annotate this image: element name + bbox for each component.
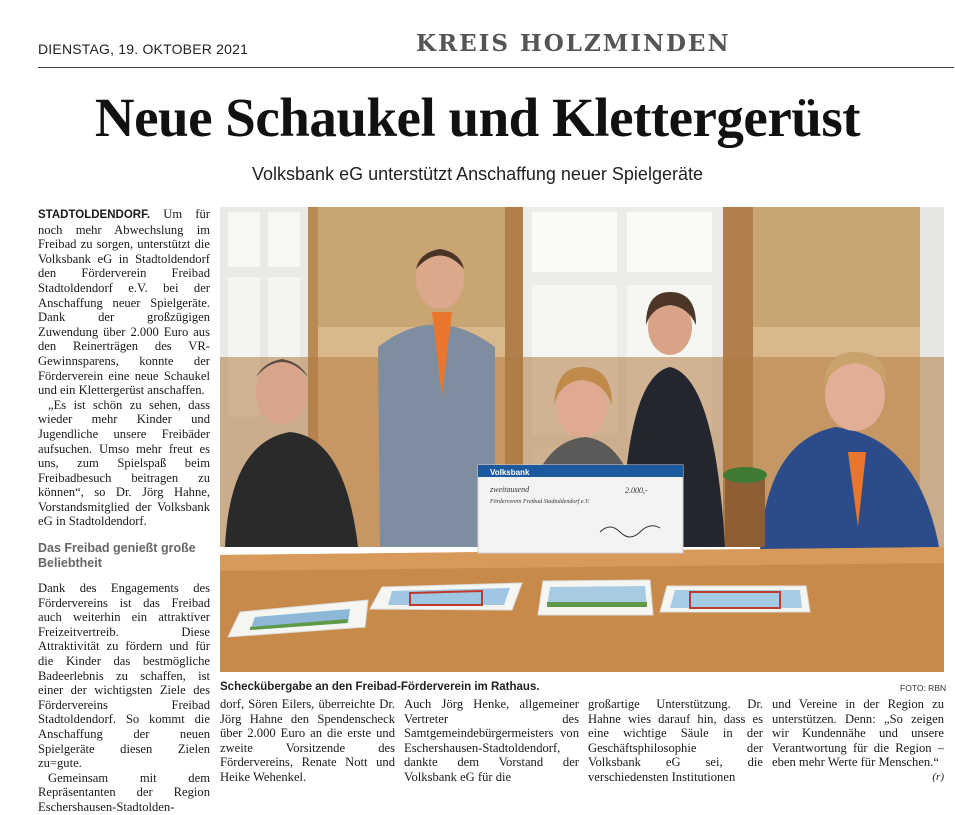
photo-credit: FOTO: RBN — [900, 683, 947, 693]
dateline: STADTOLDENDORF. — [38, 209, 151, 221]
check-payee: Förderverein Freibad Stadtoldendorf e.V. — [490, 499, 590, 505]
column-2-text: dorf, Sören Eilers, überreichte Dr. Jörg Hahne den Spendenscheck über 2.000 Euro an die erste und zweite Vorsitzende des Fördervereins, Renate Nott und Heike Wehenkel. — [220, 697, 395, 784]
paragraph-3: Dank des Engagements des Fördervereins ist das Freibad auch weiterhin ein attraktiver Freizeitvertreib. Diese Attraktivität zu fördern und für die Kinder das bestmögliche Badeerlebnis zu schaffen, ist einer der wichtigsten Ziele des Fördervereins Freibad Stadtoldendorf. So kommt die Anschaffung der neuen Spielgeräte diesen Zielen zu=gute. — [38, 581, 210, 771]
paragraph-4: Gemeinsam mit dem Repräsentanten der Region Eschershausen-Stadtolden- — [38, 770, 210, 814]
article-column-2 — [220, 697, 395, 797]
paragraph-1 — [38, 207, 210, 398]
print-3 — [538, 580, 653, 615]
check-amount-words: zweitausend — [490, 485, 530, 494]
issue-date: DIENSTAG, 19. OKTOBER 2021 — [38, 41, 249, 57]
article-column-1 — [38, 207, 210, 815]
crosshead: Das Freibad genießt große Beliebtheit — [38, 541, 196, 571]
article-column-4 — [588, 697, 763, 797]
author-initial: (r) — [932, 770, 944, 783]
column-5-text — [772, 697, 944, 783]
column-3-text: Auch Jörg Henke, allgemeiner Vertreter des Samtgemeindebürgermeisters von Eschershausen-Stadtoldendorf, dankte dem Vorstand der Volksbank eG für die — [404, 697, 579, 784]
column-4-text: großartige Unterstützung. Dr. Hahne wies darauf hin, dass es eine wichtige Säule in der Geschäftsphilosophie der Volksbank eG sei, die verschiedensten Institutionen — [588, 697, 763, 784]
article-photo — [220, 207, 944, 672]
plant — [723, 467, 767, 547]
print-4 — [660, 586, 810, 612]
article-column-3 — [404, 697, 579, 797]
column-5-body: und Vereine in der Region zu unterstützen. Denn: „So zeigen wir Kundennähe und unsere Verantwortung für die Region – eben mehr Werte für Menschen.“ — [772, 697, 944, 770]
check-amount: 2.000,- — [625, 486, 648, 495]
header-rule — [38, 67, 954, 68]
print-2 — [370, 583, 522, 610]
photo-illustration — [220, 207, 944, 672]
paragraph-1-text: Um für noch mehr Abwechslung im Freibad zu sorgen, unterstützt die Volksbank eG in Stadtoldendorf den Förderverein Freibad Stadtoldendorf e.V. bei der Anschaffung neuer Spielgeräte. Dank der großzügigen Zuwendung über 2.000 Euro aus den Reinerträgen des VR-Gewinnsparens, konnte der Förderverein eine neue Schaukel und ein Klettergerüst anschaffen. — [38, 207, 210, 398]
check-bank-name: Volksbank — [490, 468, 530, 477]
photo-caption: Scheckübergabe an den Freibad-Förderverein im Rathaus. — [220, 681, 540, 693]
article-column-5 — [772, 697, 944, 797]
big-check — [478, 465, 683, 553]
section-title: KREIS HOLZMINDEN — [416, 30, 731, 57]
headline: Neue Schaukel und Klettergerüst — [94, 87, 861, 148]
paragraph-2: „Es ist schön zu sehen, dass wieder mehr Kinder und Jugendliche unsere Freibäder aufsuchen. Umso mehr freut es uns, zum Spielspaß beim Freibadbesuch beitragen zu können“, so Dr. Jörg Hahne, Vorstandsmitglied der Volksbank eG in Stadtoldendorf. — [38, 397, 210, 529]
subheadline: Volksbank eG unterstützt Anschaffung neuer Spielgeräte — [252, 164, 703, 184]
